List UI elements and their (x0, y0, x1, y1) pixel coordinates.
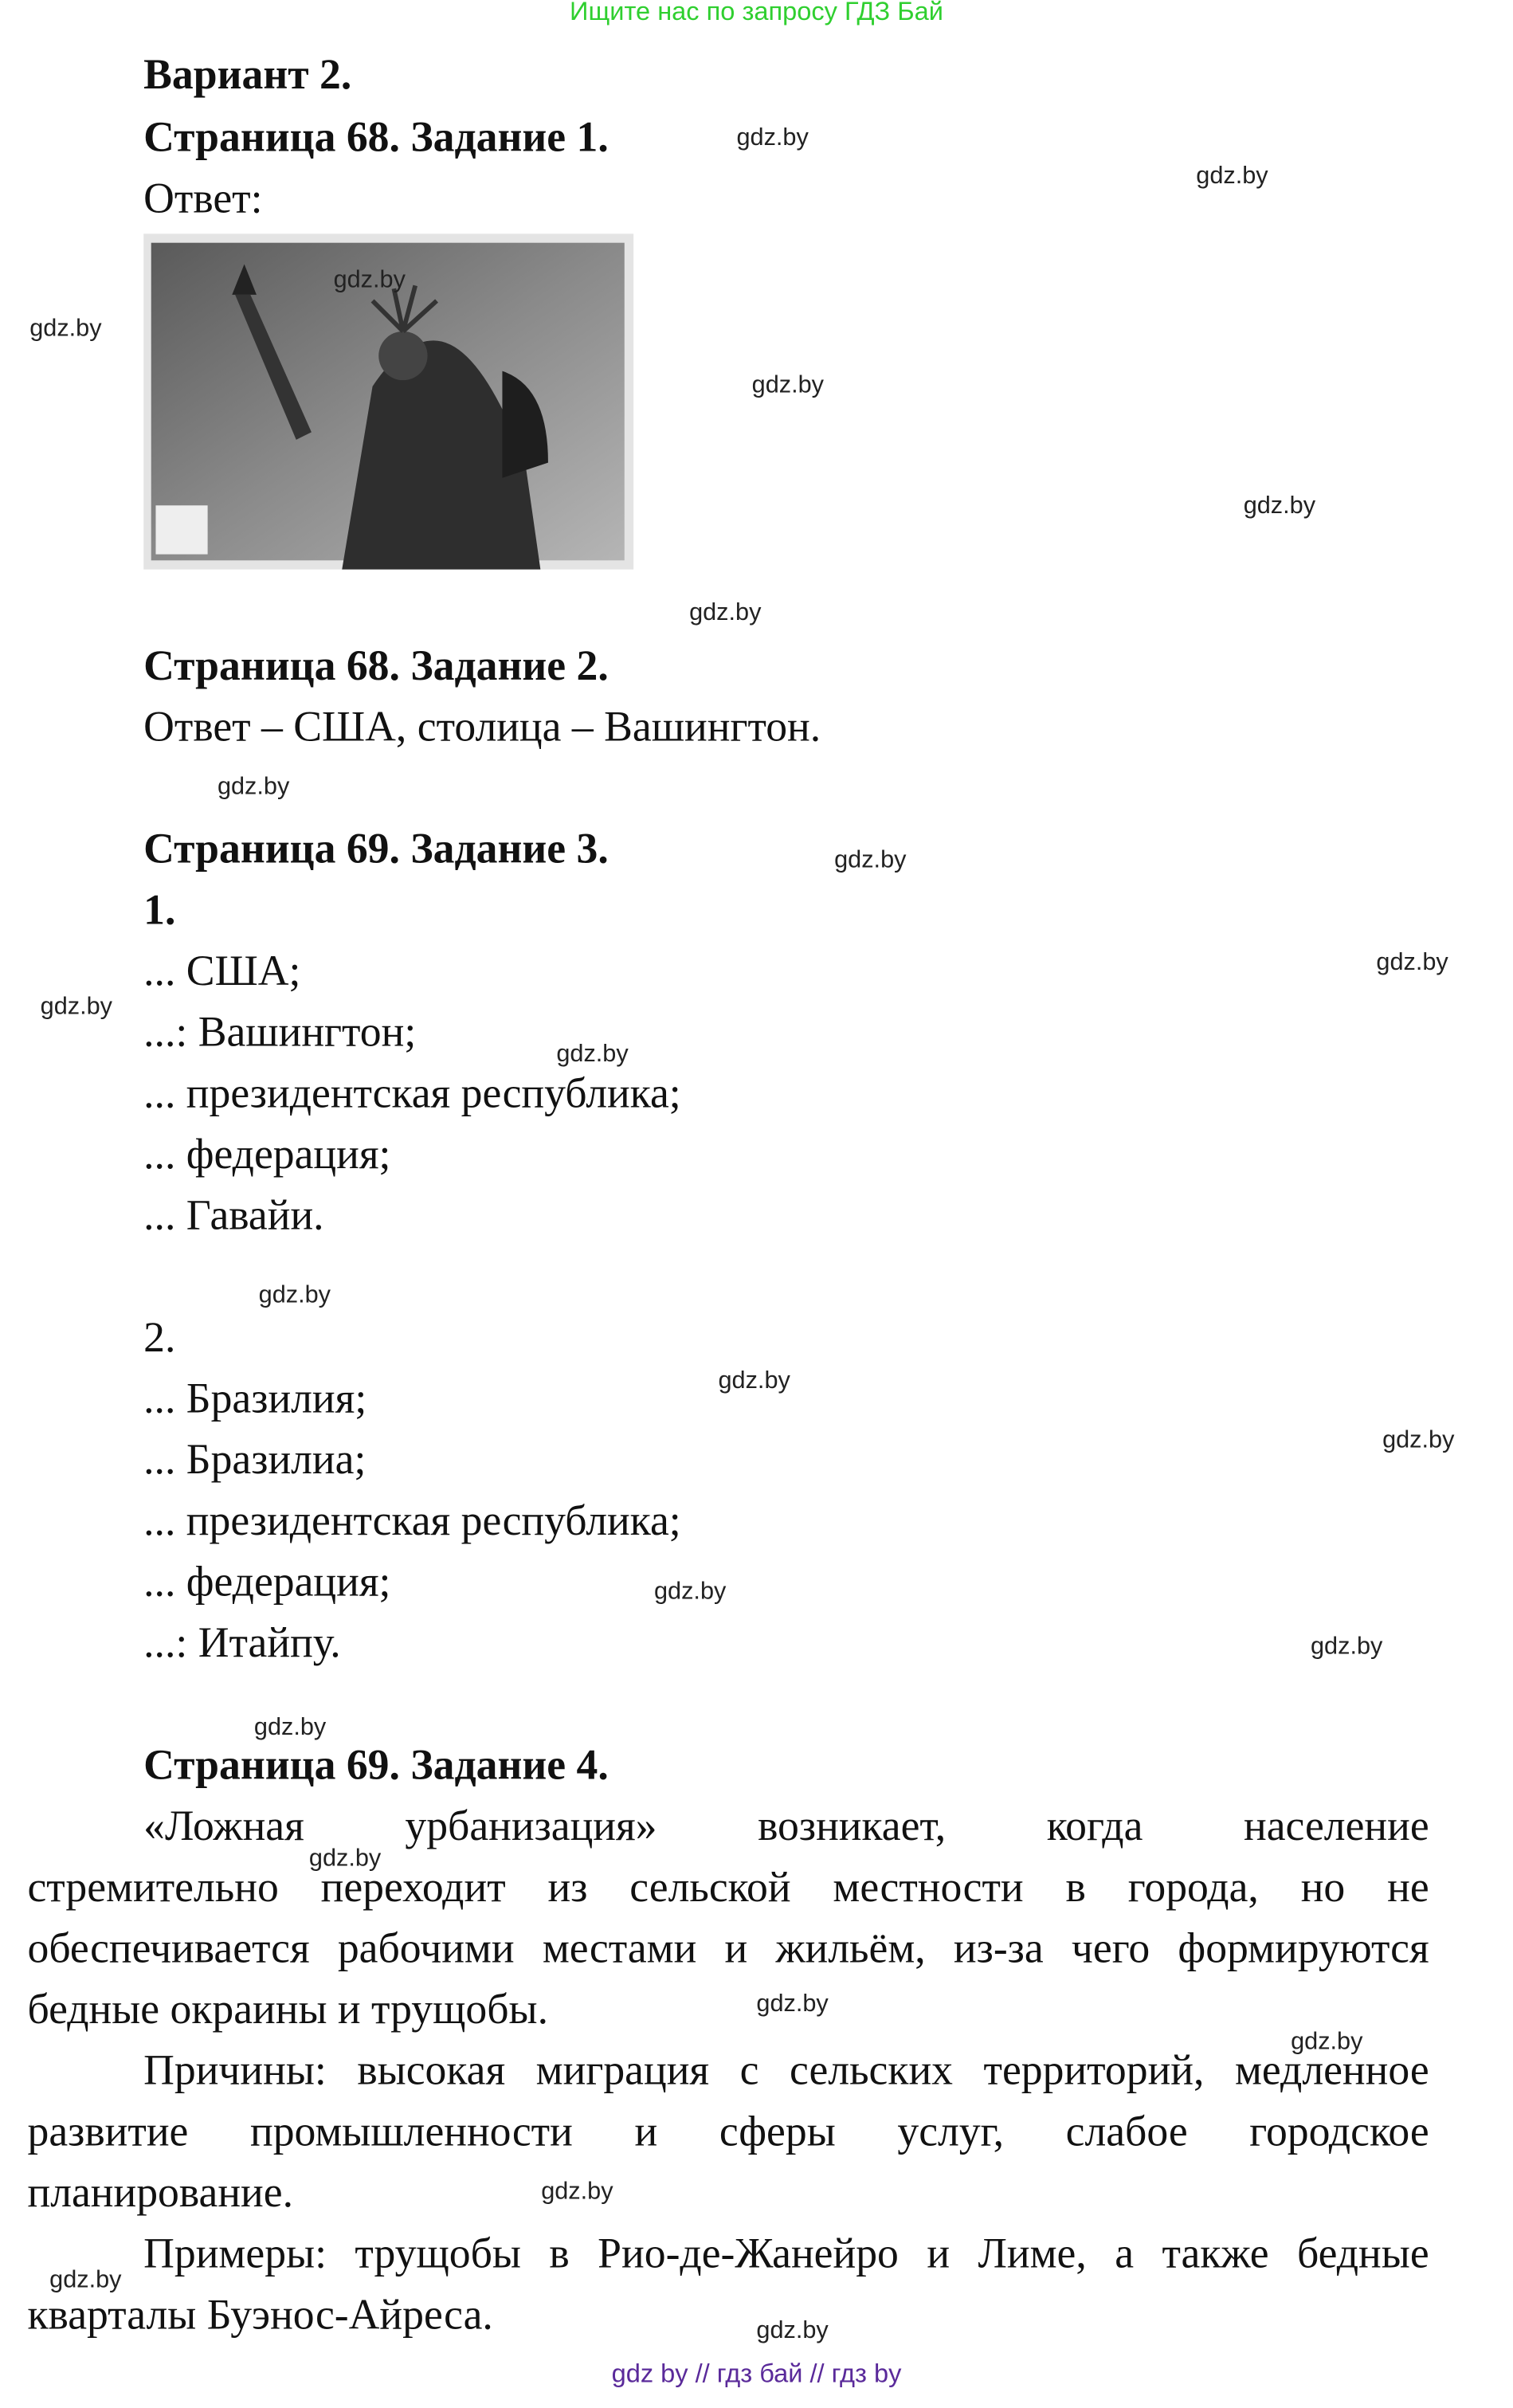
watermark: gdz.by (541, 2179, 613, 2206)
watermark: gdz.by (653, 1579, 727, 1606)
list-item: ... президентская республика; (143, 1070, 681, 1118)
watermark: gdz.by (736, 125, 809, 151)
task-3-number-2: 2. (143, 1314, 176, 1363)
task-2-answer: Ответ – США, столица – Вашингтон. (143, 704, 821, 751)
footer-links[interactable]: gdz by // гдз бай // гдз by (611, 2359, 902, 2389)
list-item: ... федерация; (143, 1131, 391, 1179)
variant-heading: Вариант 2. (143, 52, 352, 100)
paragraph-line: кварталы Буэнос-Айреса. (27, 2292, 493, 2339)
task-2-title: Страница 68. Задание 2. (143, 642, 609, 691)
watermark: gdz.by (49, 2267, 122, 2294)
watermark: gdz.by (253, 1715, 327, 1741)
list-item: ... федерация; (143, 1559, 391, 1606)
paragraph-line: обеспечивается рабочими местами и жильём, из-за чего формируются (27, 1925, 1429, 1973)
search-banner[interactable]: Ищите нас по запросу ГДЗ Бай (570, 0, 943, 26)
watermark: gdz.by (756, 2317, 829, 2344)
paragraph-line: бедные окраины и трущобы. (27, 1986, 549, 2034)
watermark: gdz.by (308, 1845, 382, 1873)
watermark: gdz.by (689, 600, 762, 626)
list-item: ... США; (143, 948, 301, 996)
paragraph-line: Примеры: трущобы в Рио-де-Жанейро и Лиме, а также бедные (143, 2230, 1429, 2279)
paragraph-line: «Ложная урбанизация» возникает, когда население (143, 1803, 1429, 1851)
watermark: gdz.by (756, 1990, 829, 2018)
task-3-number-1: 1. (143, 887, 176, 935)
list-item: ...: Вашингтон; (143, 1009, 417, 1057)
watermark: gdz.by (333, 267, 406, 293)
watermark: gdz.by (718, 1368, 790, 1394)
list-item: ...: Итайпу. (143, 1620, 341, 1668)
task-3-title: Страница 69. Задание 3. (143, 826, 609, 874)
paragraph-line: стремительно переходит из сельской местности в города, но не (27, 1864, 1429, 1912)
list-item: ... Бразилия; (143, 1375, 367, 1423)
watermark: gdz.by (29, 316, 102, 343)
watermark: gdz.by (217, 774, 290, 801)
list-item: ... президентская республика; (143, 1497, 681, 1546)
watermark: gdz.by (1376, 949, 1448, 976)
watermark: gdz.by (751, 372, 824, 399)
watermark: gdz.by (1196, 163, 1268, 190)
watermark: gdz.by (1382, 1427, 1455, 1454)
watermark: gdz.by (834, 847, 907, 874)
list-item: ... Гавайи. (143, 1192, 324, 1241)
watermark: gdz.by (1311, 1633, 1383, 1661)
watermark: gdz.by (40, 994, 112, 1021)
task-1-title: Страница 68. Задание 1. (143, 114, 609, 163)
task-4-title: Страница 69. Задание 4. (143, 1742, 609, 1790)
watermark: gdz.by (1243, 492, 1316, 520)
task-1-answer-label: Ответ: (143, 175, 263, 223)
list-item: ... Бразилиа; (143, 1437, 366, 1484)
paragraph-line: развитие промышленности и сферы услуг, слабое городское (27, 2108, 1429, 2156)
watermark: gdz.by (1291, 2029, 1363, 2056)
paragraph-line: планирование. (27, 2170, 293, 2218)
watermark: gdz.by (258, 1282, 331, 1309)
watermark: gdz.by (556, 1041, 629, 1068)
paragraph-line: Причины: высокая миграция с сельских территорий, медленное (143, 2047, 1429, 2096)
